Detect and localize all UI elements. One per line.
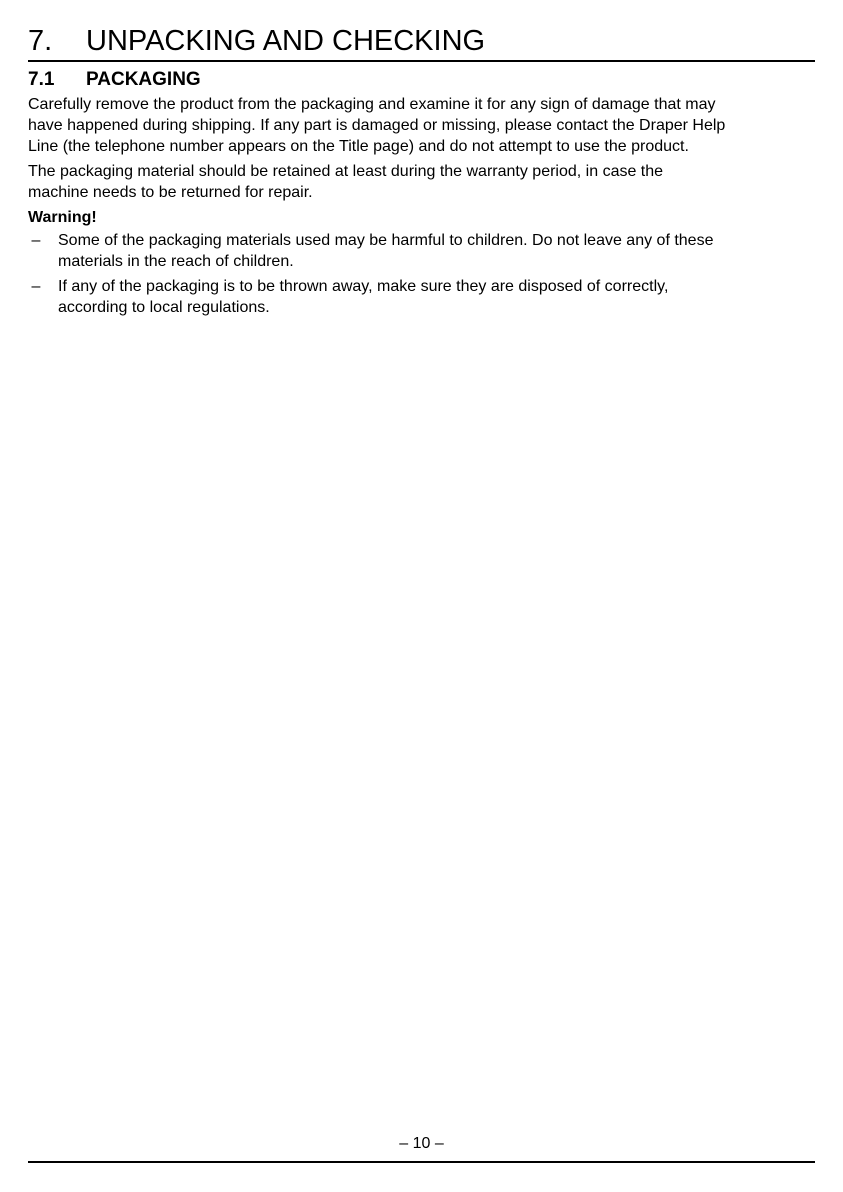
section-number: 7.: [28, 25, 53, 57]
section-body: [28, 94, 823, 322]
paragraph-retain-packaging: The packaging material should be retained at least during the warranty period, in case the machine needs to be returned for repair.: [28, 163, 664, 201]
warning-list-item: [28, 276, 823, 318]
warning-item-text: If any of the packaging is to be thrown away, make sure they are disposed of correctly, according to local regulations.: [58, 278, 669, 316]
subsection-title: PACKAGING: [86, 69, 201, 90]
warning-item-text: Some of the packaging materials used may be harmful to children. Do not leave any of these materials in the reach of children.: [58, 232, 714, 270]
warning-heading: Warning!: [28, 209, 97, 226]
section-title: UNPACKING AND CHECKING: [86, 25, 486, 57]
warning-list: [28, 230, 823, 318]
footer-divider: [28, 1161, 815, 1163]
page-number: – 10 –: [399, 1135, 444, 1152]
document-page: [28, 0, 815, 1192]
warning-list-item: [28, 230, 823, 272]
subsection-number: 7.1: [28, 69, 55, 90]
section-heading: [28, 22, 815, 62]
dash-bullet-icon: –: [31, 232, 41, 249]
dash-bullet-icon: –: [31, 278, 41, 295]
paragraph-inspect-product: Carefully remove the product from the packaging and examine it for any sign of damage that may have happened during shipping. If any part is damaged or missing, please contact the Draper Help Line (the telephone number appears on the Title page) and do not attempt to use the product.: [28, 96, 726, 155]
